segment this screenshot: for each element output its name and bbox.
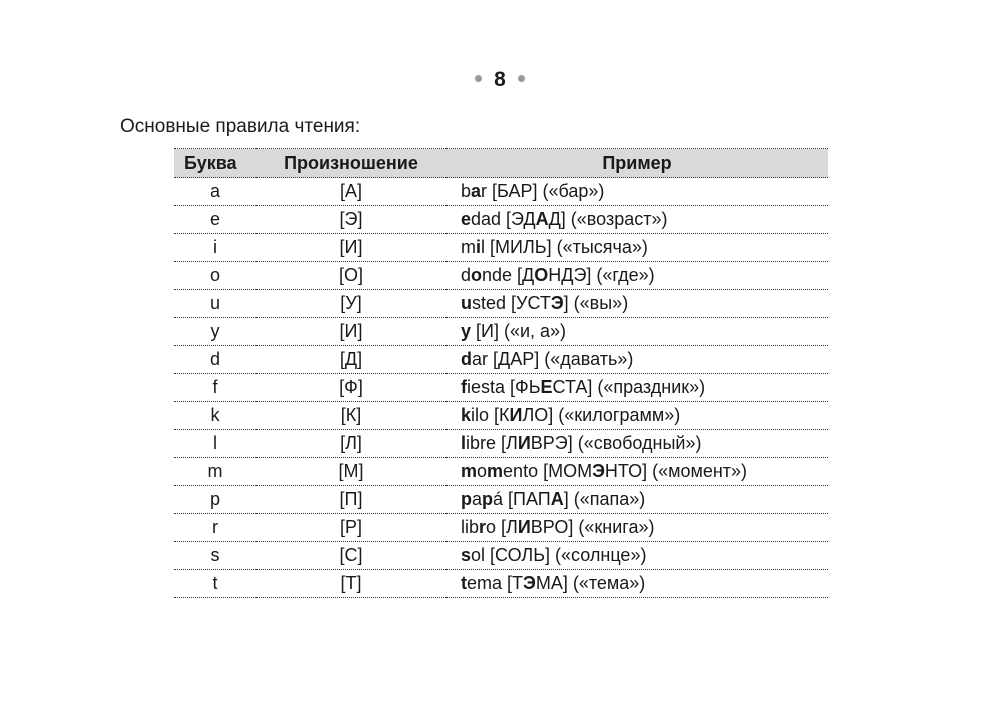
example-bold-segment: u xyxy=(461,293,472,313)
example-segment: r [БАР] («бар») xyxy=(481,181,605,201)
row-letter: e xyxy=(174,206,256,234)
example-bold-segment: t xyxy=(461,573,467,593)
row-pronunciation: [Ф] xyxy=(256,374,446,402)
example-bold-segment: А xyxy=(550,489,564,509)
example-bold-segment: k xyxy=(461,405,472,425)
example-segment: l [МИЛЬ] («тысяча») xyxy=(481,237,648,257)
row-pronunciation: [И] xyxy=(256,234,446,262)
example-bold-segment: И xyxy=(517,517,531,537)
table-row xyxy=(174,374,828,402)
table-row xyxy=(174,178,828,206)
row-example xyxy=(446,542,828,570)
table-row xyxy=(174,514,828,542)
table-row xyxy=(174,290,828,318)
table-row xyxy=(174,318,828,346)
table-row xyxy=(174,486,828,514)
example-bold-segment: y xyxy=(461,321,472,341)
example-segment: iesta [ФЬ xyxy=(467,377,541,397)
row-pronunciation: [Л] xyxy=(256,430,446,458)
row-example xyxy=(446,570,828,598)
row-letter: k xyxy=(174,402,256,430)
table-header-row xyxy=(174,149,828,178)
header-pronunciation: Произношение xyxy=(256,149,446,178)
row-example xyxy=(446,318,828,346)
example-bold-segment: О xyxy=(534,265,549,285)
example-bold-segment: Э xyxy=(523,573,536,593)
example-bold-segment: И xyxy=(517,433,531,453)
example-segment: ol [СОЛЬ] («солнце») xyxy=(471,545,647,565)
example-bold-segment: e xyxy=(461,209,472,229)
page-number-dot-left xyxy=(475,75,482,82)
row-letter: i xyxy=(174,234,256,262)
example-segment: á [ПАП xyxy=(493,489,551,509)
row-pronunciation: [О] xyxy=(256,262,446,290)
example-segment: ilo [К xyxy=(471,405,510,425)
row-letter: u xyxy=(174,290,256,318)
table-row xyxy=(174,542,828,570)
row-letter: m xyxy=(174,458,256,486)
page-number: 8 xyxy=(494,68,506,91)
example-bold-segment: p xyxy=(482,489,494,509)
example-segment: ento [МОМ xyxy=(503,461,593,481)
row-pronunciation: [К] xyxy=(256,402,446,430)
example-bold-segment: Е xyxy=(540,377,553,397)
row-pronunciation: [У] xyxy=(256,290,446,318)
row-example xyxy=(446,430,828,458)
row-pronunciation: [Р] xyxy=(256,514,446,542)
row-pronunciation: [С] xyxy=(256,542,446,570)
row-letter: r xyxy=(174,514,256,542)
example-bold-segment: l xyxy=(461,433,467,453)
row-letter: f xyxy=(174,374,256,402)
example-segment: ЛО] («килограмм») xyxy=(522,405,681,425)
page-number-dot-right xyxy=(518,75,525,82)
example-segment: d xyxy=(461,265,472,285)
example-segment: o xyxy=(477,461,488,481)
row-letter: t xyxy=(174,570,256,598)
example-segment: ВРО] («книга») xyxy=(530,517,655,537)
example-segment: [И] («и, а») xyxy=(471,321,567,341)
row-example xyxy=(446,458,828,486)
section-heading: Основные правила чтения: xyxy=(120,116,361,137)
row-pronunciation: [И] xyxy=(256,318,446,346)
table-row xyxy=(174,234,828,262)
example-segment: lib xyxy=(461,517,480,537)
example-segment: m xyxy=(461,237,476,257)
table-row xyxy=(174,206,828,234)
example-bold-segment: p xyxy=(461,489,472,509)
page-number-row xyxy=(0,66,1000,94)
example-segment: nde [Д xyxy=(482,265,535,285)
table-row xyxy=(174,346,828,374)
example-bold-segment: s xyxy=(461,545,472,565)
example-bold-segment: r xyxy=(479,517,487,537)
header-letter: Буква xyxy=(174,149,256,178)
row-pronunciation: [Т] xyxy=(256,570,446,598)
row-letter: a xyxy=(174,178,256,206)
example-segment: o [Л xyxy=(486,517,518,537)
header-example: Пример xyxy=(446,149,828,178)
row-example xyxy=(446,374,828,402)
example-segment: b xyxy=(461,181,472,201)
table-row xyxy=(174,458,828,486)
row-letter: l xyxy=(174,430,256,458)
example-segment: ar [ДАР] («давать») xyxy=(472,349,634,369)
row-example xyxy=(446,206,828,234)
row-pronunciation: [Э] xyxy=(256,206,446,234)
example-segment: ] («папа») xyxy=(563,489,646,509)
table-row xyxy=(174,402,828,430)
example-segment: ibre [Л xyxy=(466,433,518,453)
example-bold-segment: i xyxy=(476,237,482,257)
example-bold-segment: a xyxy=(471,181,482,201)
example-segment: МА] («тема») xyxy=(535,573,646,593)
row-example xyxy=(446,234,828,262)
reading-rules-table xyxy=(174,148,828,598)
row-example xyxy=(446,262,828,290)
row-letter: y xyxy=(174,318,256,346)
table-row xyxy=(174,430,828,458)
row-example xyxy=(446,290,828,318)
row-example xyxy=(446,514,828,542)
row-pronunciation: [А] xyxy=(256,178,446,206)
row-example xyxy=(446,346,828,374)
example-segment: СТА] («праздник») xyxy=(552,377,706,397)
example-segment: ema [Т xyxy=(467,573,524,593)
row-example xyxy=(446,178,828,206)
example-segment: Д] («возраст») xyxy=(548,209,668,229)
example-segment: ВРЭ] («свободный») xyxy=(530,433,702,453)
example-bold-segment: f xyxy=(461,377,467,397)
example-segment: НДЭ] («где») xyxy=(548,265,655,285)
row-example xyxy=(446,486,828,514)
example-segment: sted [УСТ xyxy=(472,293,551,313)
row-letter: s xyxy=(174,542,256,570)
example-bold-segment: И xyxy=(509,405,523,425)
example-bold-segment: Э xyxy=(550,293,564,313)
row-pronunciation: [М] xyxy=(256,458,446,486)
row-example xyxy=(446,402,828,430)
example-segment: НТО] («момент») xyxy=(604,461,748,481)
table-body xyxy=(174,178,828,598)
row-pronunciation: [П] xyxy=(256,486,446,514)
example-bold-segment: m xyxy=(487,461,504,481)
example-bold-segment: m xyxy=(461,461,478,481)
example-segment: ] («вы») xyxy=(563,293,629,313)
row-letter: o xyxy=(174,262,256,290)
row-letter: d xyxy=(174,346,256,374)
example-bold-segment: А xyxy=(535,209,549,229)
example-bold-segment: o xyxy=(471,265,483,285)
table-row xyxy=(174,262,828,290)
example-segment: dad [ЭД xyxy=(471,209,536,229)
row-letter: p xyxy=(174,486,256,514)
example-bold-segment: Э xyxy=(592,461,605,481)
example-bold-segment: d xyxy=(461,349,472,369)
table-row xyxy=(174,570,828,598)
row-pronunciation: [Д] xyxy=(256,346,446,374)
example-segment: a xyxy=(472,489,483,509)
